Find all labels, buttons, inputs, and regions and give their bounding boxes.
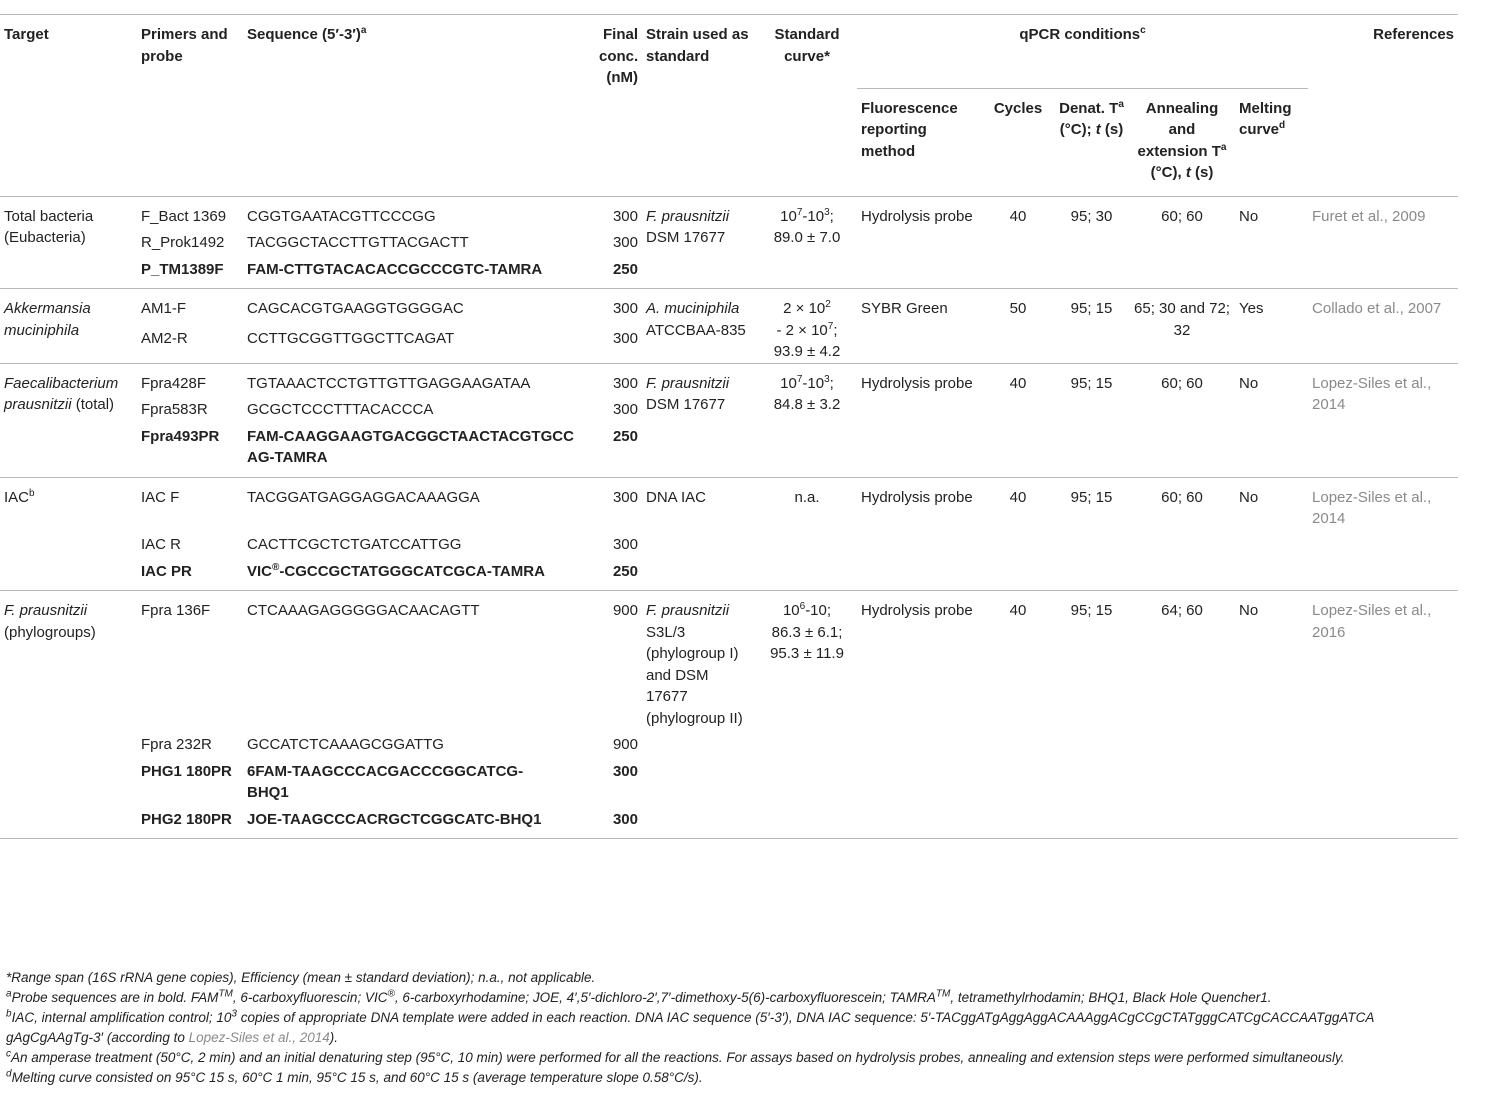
cell-conc: 300 — [612, 810, 638, 828]
cell-sequence: GCCATCTCAAAGCGGATTG — [247, 736, 444, 753]
cell-primer: PHG1 180PR — [141, 762, 232, 780]
cell-denat: 95; 15 — [1054, 591, 1129, 839]
cell-conc: 300 — [612, 401, 638, 418]
header-sequence: Sequence $(5'-3')^a$ — [247, 25, 367, 43]
cell-primer: IAC PR — [141, 562, 192, 580]
header-qpcr-conditions: qPCR conditions$^c$ — [1019, 25, 1146, 43]
cell-conc: 300 — [612, 762, 638, 780]
cell-method: Hydrolysis probe — [857, 477, 982, 591]
cell-primer: F_Bact 1369 — [137, 196, 243, 227]
cell-melting: Yes — [1235, 289, 1308, 364]
cell-primer: Fpra583R — [141, 401, 208, 418]
cell-sequence: TGTAAACTCCTGTTGTTGAGGAAGATAA — [243, 363, 595, 394]
footnote-c: $^c$An amperase treatment (50°C, 2 min) and an initial denaturing step (95°C, 10 min) were performed for all the reactions. For assays based on hydrolysis probes, annealing and extension steps were performed simultaneously. — [6, 1048, 1345, 1065]
cell-sequence: TACGGATGAGGAGGACAAAGGA — [243, 477, 595, 508]
cell-primer: AM2-R — [141, 330, 188, 348]
cell-reference: Lopez-Siles et al., 2014 — [1308, 363, 1458, 477]
header-strain: Strain used as standard — [646, 26, 749, 65]
header-references: References — [1373, 26, 1455, 43]
cell-primer: Fpra 232R — [141, 736, 212, 753]
cell-annealing: 64; 60 — [1129, 591, 1235, 839]
cell-method: Hydrolysis probe — [857, 591, 982, 839]
footnote-d: $^d$Melting curve consisted on 95°C 15 s, 60°C 1 min, 95°C 15 s, and 60°C 15 s (average temperature slope 0.58°C/s). — [6, 1068, 703, 1085]
cell-sequence: TACGGCTACCTTGTTACGACTT — [247, 234, 469, 251]
cell-conc: 300 — [595, 289, 642, 325]
footnote-a: $^a$Probe sequences are in bold. FAM™, 6-carboxyfluorescin; VIC®, 6-carboxyrhodamine; JOE, 4′,5′-dichloro-2′,7′-dimethoxy-5(6)-carboxyfluorescein; TAMRA™, tetramethylrhodamin; BHQ1, Black Hole Quencher1. — [6, 988, 1272, 1005]
cell-primer: Fpra 136F — [137, 591, 243, 730]
header-annealing: Annealing and extension $T^a$ (°C), t (s) — [1129, 88, 1235, 196]
cell-melting: No — [1235, 196, 1308, 289]
cell-primer: PHG2 180PR — [141, 810, 232, 828]
cell-cycles: 40 — [982, 591, 1054, 839]
cell-strain: F. prausnitzii DSM 17677 — [642, 363, 757, 477]
cell-reference: Collado et al., 2007 — [1308, 289, 1458, 364]
cell-method: Hydrolysis probe — [857, 363, 982, 477]
cell-conc: 300 — [612, 536, 638, 553]
cell-melting: No — [1235, 591, 1308, 839]
cell-strain: DNA IAC — [642, 477, 757, 591]
cell-primer: Fpra493PR — [141, 427, 220, 445]
cell-annealing: 60; 60 — [1129, 477, 1235, 591]
cell-annealing: 65; 30 and 72; 32 — [1129, 289, 1235, 364]
cell-target: Akkermansia muciniphila — [0, 289, 137, 364]
cell-sequence: VIC®-CGCCGCTATGGGCATCGCA-TAMRA — [247, 561, 545, 580]
cell-sequence: JOE-TAAGCCCACRGCTCGGCATC-BHQ1 — [247, 810, 542, 828]
cell-strain: A. muciniphila ATCCBAA-835 — [642, 289, 757, 364]
cell-cycles: 40 — [982, 477, 1054, 591]
cell-sequence: 6FAM-TAAGCCCACGACCCGGCATCG-BHQ1 — [247, 762, 524, 801]
table-row — [0, 591, 1458, 730]
table-container — [0, 14, 1458, 839]
cell-conc: 300 — [612, 330, 638, 348]
cell-standard-curve: $10^7-10^3$; 89.0 ± 7.0 — [757, 196, 857, 289]
table-footnotes — [6, 968, 1461, 1088]
cell-conc: 250 — [612, 562, 638, 580]
cell-primer: IAC F — [137, 477, 243, 508]
header-cycles: Cycles — [982, 88, 1054, 196]
cell-primer: P_TM1389F — [141, 260, 224, 278]
cell-cycles: 50 — [982, 289, 1054, 364]
table-row — [0, 196, 1458, 227]
cell-standard-curve: $10^6-10$; 86.3 ± 6.1; 95.3 ± 11.9 — [757, 591, 857, 839]
cell-reference: Lopez-Siles et al., 2014 — [1308, 477, 1458, 591]
cell-annealing: 60; 60 — [1129, 196, 1235, 289]
header-target: Target — [4, 26, 49, 43]
cell-sequence: GCGCTCCCTTTACACCCA — [247, 401, 434, 418]
cell-conc: 900 — [612, 736, 638, 753]
header-row — [0, 15, 1458, 89]
cell-denat: 95; 15 — [1054, 363, 1129, 477]
cell-target: Total bacteria (Eubacteria) — [0, 196, 137, 289]
cell-conc: 250 — [612, 427, 638, 445]
cell-melting: No — [1235, 477, 1308, 591]
footnote-b: $^b$IAC, internal amplification control; $10^3$ copies of appropriate DNA template were added in each reaction. DNA IAC sequence (5′-3′), DNA IAC sequence: 5′-TACggATgAggAggACAAAggACgCCgCTATgggCATCgCACCAATggATCA gAgCgAAgTg-3′ (according to Lopez-Siles et al., 2014). — [6, 1008, 1374, 1045]
cell-sequence: FAM-CAAGGAAGTGACGGCTAACTACGTGCCAG-TAMRA — [247, 427, 574, 466]
header-melting: Melting curve$^d$ — [1235, 88, 1308, 196]
cell-conc: 300 — [595, 196, 642, 227]
cell-primer: AM1-F — [137, 289, 243, 325]
table-row — [0, 289, 1458, 325]
header-final-conc: Final conc. (nM) — [599, 26, 639, 86]
cell-standard-curve: $2 \times 10^2$ - $2 \times 10^7$; 93.9 ± 4.2 — [757, 289, 857, 364]
cell-reference: Lopez-Siles et al., 2016 — [1308, 591, 1458, 839]
cell-standard-curve: $10^7-10^3$; 84.8 ± 3.2 — [757, 363, 857, 477]
header-standard-curve: Standard curve* — [774, 26, 840, 65]
header-denat: Denat. $T^a$ (°C); t (s) — [1054, 88, 1129, 196]
header-primers: Primers and probe — [141, 26, 228, 65]
header-fluorescence: Fluorescence reporting method — [857, 88, 982, 196]
cell-strain: F. prausnitzii DSM 17677 — [642, 196, 757, 289]
cell-conc: 900 — [595, 591, 642, 730]
cell-cycles: 40 — [982, 363, 1054, 477]
cell-sequence: CACTTCGCTCTGATCCATTGG — [247, 536, 462, 553]
cell-melting: No — [1235, 363, 1308, 477]
cell-primer: R_Prok1492 — [141, 234, 225, 251]
cell-conc: 300 — [595, 363, 642, 394]
footnote-star: *Range span (16S rRNA gene copies), Efficiency (mean ± standard deviation); n.a., not applicable. — [6, 970, 596, 985]
cell-sequence: CGGTGAATACGTTCCCGG — [243, 196, 595, 227]
cell-target: F. prausnitzii (phylogroups) — [0, 591, 137, 839]
cell-conc: 300 — [595, 477, 642, 508]
cell-method: SYBR Green — [857, 289, 982, 364]
cell-denat: 95; 15 — [1054, 477, 1129, 591]
cell-sequence: CAGCACGTGAAGGTGGGGAC — [243, 289, 595, 325]
cell-annealing: 60; 60 — [1129, 363, 1235, 477]
cell-strain: F. prausnitzii S3L/3 (phylogroup I) and DSM 17677 (phylogroup II) — [642, 591, 757, 730]
cell-conc: 300 — [612, 234, 638, 251]
cell-denat: 95; 30 — [1054, 196, 1129, 289]
cell-sequence: CTCAAAGAGGGGGACAACAGTT — [243, 591, 595, 730]
table-row — [0, 477, 1458, 508]
qpcr-table — [0, 14, 1458, 839]
cell-target: Faecalibacterium prausnitzii (total) — [0, 363, 137, 477]
cell-sequence: CCTTGCGGTTGGCTTCAGAT — [247, 330, 455, 348]
footnote-b-reference-link[interactable]: Lopez-Siles et al., 2014 — [188, 1030, 330, 1045]
cell-target: IAC$^b$ — [0, 477, 137, 591]
cell-strain-empty — [642, 729, 757, 839]
cell-conc: 250 — [612, 260, 638, 278]
cell-primer: IAC R — [141, 536, 182, 553]
cell-sequence: FAM-CTTGTACACACCGCCCGTC-TAMRA — [247, 260, 543, 278]
cell-cycles: 40 — [982, 196, 1054, 289]
cell-reference: Furet et al., 2009 — [1308, 196, 1458, 289]
cell-denat: 95; 15 — [1054, 289, 1129, 364]
cell-standard-curve: n.a. — [757, 477, 857, 591]
cell-primer: Fpra428F — [137, 363, 243, 394]
table-row — [0, 363, 1458, 394]
cell-method: Hydrolysis probe — [857, 196, 982, 289]
